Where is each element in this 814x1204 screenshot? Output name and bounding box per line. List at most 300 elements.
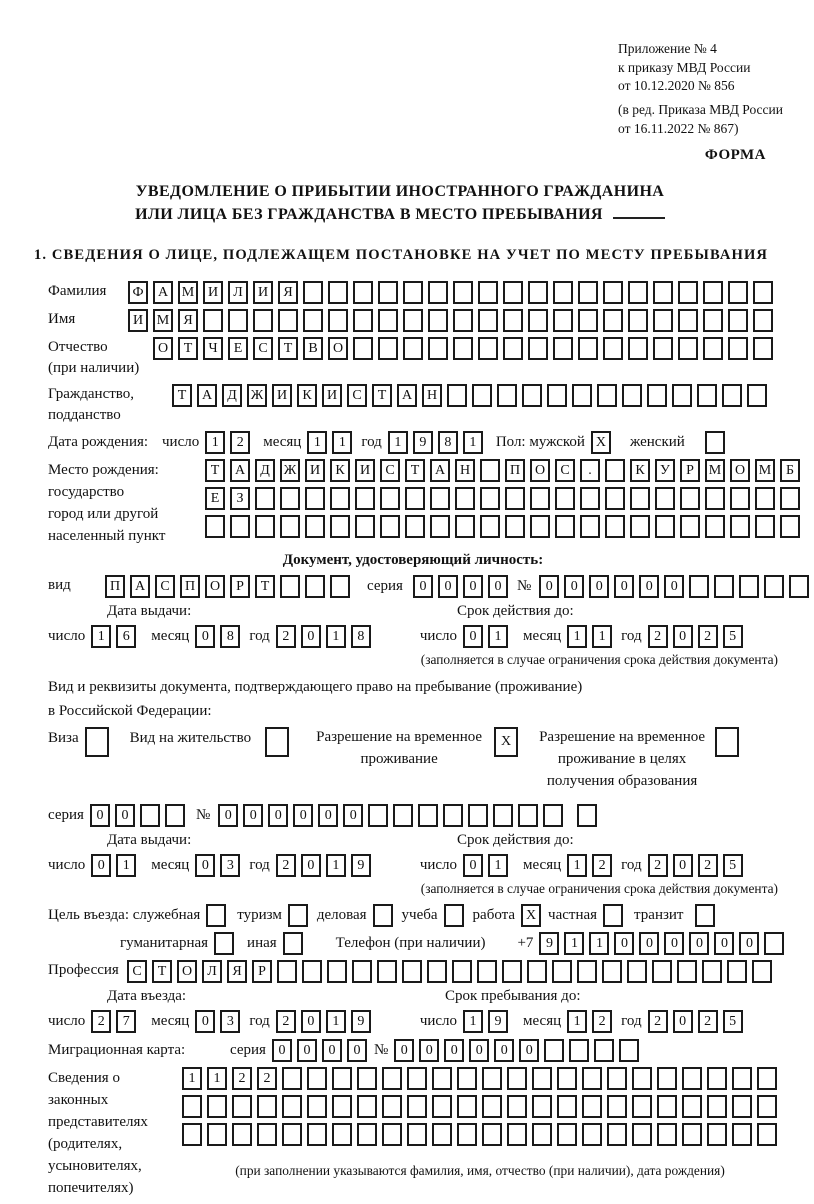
profession-cell[interactable]	[502, 960, 522, 983]
profession-cell[interactable]	[402, 960, 422, 983]
mig-series-cell[interactable]: 0	[297, 1039, 317, 1062]
doc-type-cell[interactable]: А	[130, 575, 150, 598]
birthplace-row2-cell[interactable]	[555, 487, 575, 510]
profession-cell[interactable]	[677, 960, 697, 983]
birthplace-row1-cell[interactable]: Н	[455, 459, 475, 482]
representatives-row1-cell[interactable]	[282, 1067, 302, 1090]
birthplace-row3-cell[interactable]	[755, 515, 775, 538]
profession-cell[interactable]: Р	[252, 960, 272, 983]
citizenship-cell[interactable]	[522, 384, 542, 407]
birthplace-row3-cell[interactable]	[555, 515, 575, 538]
birthplace-row3-cell[interactable]	[705, 515, 725, 538]
stay-year-cell[interactable]: 2	[698, 1010, 718, 1033]
representatives-row3-cell[interactable]	[407, 1123, 427, 1146]
representatives-row3-cell[interactable]	[232, 1123, 252, 1146]
birthplace-row2-cell[interactable]	[505, 487, 525, 510]
citizenship-cell[interactable]	[572, 384, 592, 407]
birthplace-row2-cell[interactable]	[305, 487, 325, 510]
doc-number-cell[interactable]: 0	[589, 575, 609, 598]
birthplace-row1-cell[interactable]: .	[580, 459, 600, 482]
profession-cell[interactable]	[602, 960, 622, 983]
stay-year-cell[interactable]: 0	[673, 1010, 693, 1033]
name-cell[interactable]	[353, 309, 373, 332]
temp-permit-edu-cell[interactable]	[715, 727, 739, 757]
birthplace-row2-cell[interactable]	[655, 487, 675, 510]
entry-year-cell[interactable]: 9	[351, 1010, 371, 1033]
patronymic-cell[interactable]	[478, 337, 498, 360]
stay-day-cell[interactable]: 9	[488, 1010, 508, 1033]
surname-cell[interactable]	[628, 281, 648, 304]
res-issue-day-cell[interactable]: 1	[116, 854, 136, 877]
birthplace-row3-cell[interactable]	[605, 515, 625, 538]
representatives-row3-cell[interactable]	[607, 1123, 627, 1146]
birthplace-row1-cell[interactable]: Т	[405, 459, 425, 482]
birthplace-row1-cell[interactable]: М	[755, 459, 775, 482]
mig-number-cell[interactable]	[569, 1039, 589, 1062]
profession-cell[interactable]	[652, 960, 672, 983]
purpose-work-cell[interactable]: X	[521, 904, 541, 927]
surname-cell[interactable]: Я	[278, 281, 298, 304]
stay-day-cell[interactable]: 1	[463, 1010, 483, 1033]
representatives-row3-cell[interactable]	[257, 1123, 277, 1146]
name-cell[interactable]	[728, 309, 748, 332]
birthplace-row3-cell[interactable]	[380, 515, 400, 538]
representatives-row3-cell[interactable]	[282, 1123, 302, 1146]
doc-issue-year-cell[interactable]: 0	[301, 625, 321, 648]
profession-cell[interactable]	[352, 960, 372, 983]
patronymic-cell[interactable]	[453, 337, 473, 360]
citizenship-cell[interactable]: Н	[422, 384, 442, 407]
res-number-cell[interactable]	[493, 804, 513, 827]
birthplace-row2-cell[interactable]	[280, 487, 300, 510]
representatives-row2-cell[interactable]	[632, 1095, 652, 1118]
profession-cell[interactable]	[727, 960, 747, 983]
res-number-cell[interactable]: 0	[218, 804, 238, 827]
representatives-row3-cell[interactable]	[632, 1123, 652, 1146]
doc-type-cell[interactable]: Т	[255, 575, 275, 598]
name-cell[interactable]	[703, 309, 723, 332]
doc-number-cell[interactable]	[739, 575, 759, 598]
patronymic-cell[interactable]	[753, 337, 773, 360]
representatives-row2-cell[interactable]	[732, 1095, 752, 1118]
surname-cell[interactable]	[503, 281, 523, 304]
mig-number-cell[interactable]	[619, 1039, 639, 1062]
patronymic-cell[interactable]	[653, 337, 673, 360]
profession-cell[interactable]	[327, 960, 347, 983]
birthplace-row2-cell[interactable]	[380, 487, 400, 510]
phone-cell[interactable]: 0	[639, 932, 659, 955]
representatives-row2-cell[interactable]	[457, 1095, 477, 1118]
name-cell[interactable]: И	[128, 309, 148, 332]
birthplace-row2-cell[interactable]	[680, 487, 700, 510]
birthplace-row2-cell[interactable]: Е	[205, 487, 225, 510]
birthplace-row1-cell[interactable]: М	[705, 459, 725, 482]
birthplace-row1-cell[interactable]: И	[305, 459, 325, 482]
surname-cell[interactable]: Л	[228, 281, 248, 304]
surname-cell[interactable]	[603, 281, 623, 304]
birthplace-row3-cell[interactable]	[355, 515, 375, 538]
patronymic-cell[interactable]	[353, 337, 373, 360]
name-cell[interactable]	[278, 309, 298, 332]
representatives-row3-cell[interactable]	[432, 1123, 452, 1146]
doc-issue-year-cell[interactable]: 1	[326, 625, 346, 648]
doc-valid-day-cell[interactable]: 1	[488, 625, 508, 648]
birthplace-row3-cell[interactable]	[630, 515, 650, 538]
representatives-row1-cell[interactable]	[382, 1067, 402, 1090]
surname-cell[interactable]: М	[178, 281, 198, 304]
res-number-cell[interactable]	[368, 804, 388, 827]
representatives-row1-cell[interactable]	[582, 1067, 602, 1090]
representatives-row3-cell[interactable]	[332, 1123, 352, 1146]
name-cell[interactable]	[403, 309, 423, 332]
name-cell[interactable]	[428, 309, 448, 332]
citizenship-cell[interactable]: И	[272, 384, 292, 407]
citizenship-cell[interactable]	[547, 384, 567, 407]
birthplace-row3-cell[interactable]	[505, 515, 525, 538]
representatives-row1-cell[interactable]	[532, 1067, 552, 1090]
representatives-row1-cell[interactable]	[607, 1067, 627, 1090]
patronymic-cell[interactable]	[578, 337, 598, 360]
birthplace-row2-cell[interactable]	[730, 487, 750, 510]
purpose-study-cell[interactable]	[444, 904, 464, 927]
doc-valid-month-cell[interactable]: 1	[567, 625, 587, 648]
birthplace-row3-cell[interactable]	[680, 515, 700, 538]
patronymic-cell[interactable]: О	[153, 337, 173, 360]
name-cell[interactable]	[503, 309, 523, 332]
birthplace-row3-cell[interactable]	[280, 515, 300, 538]
doc-valid-year-cell[interactable]: 2	[698, 625, 718, 648]
entry-year-cell[interactable]: 2	[276, 1010, 296, 1033]
birthplace-row2-cell[interactable]	[405, 487, 425, 510]
birthplace-row3-cell[interactable]	[730, 515, 750, 538]
profession-cell[interactable]	[477, 960, 497, 983]
purpose-transit-cell[interactable]	[695, 904, 715, 927]
representatives-row1-cell[interactable]: 2	[257, 1067, 277, 1090]
surname-cell[interactable]	[528, 281, 548, 304]
doc-type-cell[interactable]: П	[105, 575, 125, 598]
representatives-row2-cell[interactable]	[182, 1095, 202, 1118]
birthplace-row2-cell[interactable]	[780, 487, 800, 510]
doc-type-cell[interactable]: П	[180, 575, 200, 598]
doc-type-cell[interactable]: Р	[230, 575, 250, 598]
surname-cell[interactable]: А	[153, 281, 173, 304]
representatives-row1-cell[interactable]	[732, 1067, 752, 1090]
res-number-cell[interactable]	[543, 804, 563, 827]
phone-cell[interactable]: 1	[564, 932, 584, 955]
patronymic-cell[interactable]	[603, 337, 623, 360]
res-issue-year-cell[interactable]: 2	[276, 854, 296, 877]
citizenship-cell[interactable]	[697, 384, 717, 407]
patronymic-cell[interactable]: Т	[178, 337, 198, 360]
res-valid-day-cell[interactable]: 0	[463, 854, 483, 877]
res-issue-month-cell[interactable]: 3	[220, 854, 240, 877]
representatives-row2-cell[interactable]	[407, 1095, 427, 1118]
representatives-row2-cell[interactable]	[332, 1095, 352, 1118]
representatives-row3-cell[interactable]	[382, 1123, 402, 1146]
stay-year-cell[interactable]: 2	[648, 1010, 668, 1033]
profession-cell[interactable]: Я	[227, 960, 247, 983]
profession-cell[interactable]	[377, 960, 397, 983]
representatives-row1-cell[interactable]	[482, 1067, 502, 1090]
mig-number-cell[interactable]: 0	[419, 1039, 439, 1062]
representatives-row1-cell[interactable]	[432, 1067, 452, 1090]
mig-series-cell[interactable]: 0	[322, 1039, 342, 1062]
patronymic-cell[interactable]: Е	[228, 337, 248, 360]
birthplace-row2-cell[interactable]	[530, 487, 550, 510]
representatives-row1-cell[interactable]	[657, 1067, 677, 1090]
res-issue-day-cell[interactable]: 0	[91, 854, 111, 877]
representatives-row1-cell[interactable]	[557, 1067, 577, 1090]
surname-cell[interactable]	[553, 281, 573, 304]
doc-series-cell[interactable]: 0	[463, 575, 483, 598]
profession-cell[interactable]	[277, 960, 297, 983]
representatives-row2-cell[interactable]	[557, 1095, 577, 1118]
citizenship-cell[interactable]	[647, 384, 667, 407]
name-cell[interactable]	[653, 309, 673, 332]
surname-cell[interactable]	[653, 281, 673, 304]
surname-cell[interactable]	[703, 281, 723, 304]
phone-cell[interactable]: 0	[714, 932, 734, 955]
res-number-cell[interactable]	[468, 804, 488, 827]
surname-cell[interactable]	[753, 281, 773, 304]
phone-cell[interactable]	[764, 932, 784, 955]
patronymic-cell[interactable]	[703, 337, 723, 360]
profession-cell[interactable]: Т	[152, 960, 172, 983]
doc-valid-year-cell[interactable]: 5	[723, 625, 743, 648]
representatives-row1-cell[interactable]	[507, 1067, 527, 1090]
doc-type-cell[interactable]	[280, 575, 300, 598]
doc-valid-day-cell[interactable]: 0	[463, 625, 483, 648]
sex-male-cell[interactable]: X	[591, 431, 611, 454]
doc-type-cell[interactable]: О	[205, 575, 225, 598]
birthplace-row3-cell[interactable]	[405, 515, 425, 538]
birthplace-row1-cell[interactable]: П	[505, 459, 525, 482]
res-valid-month-cell[interactable]: 2	[592, 854, 612, 877]
patronymic-cell[interactable]	[503, 337, 523, 360]
doc-issue-year-cell[interactable]: 8	[351, 625, 371, 648]
res-number-cell[interactable]: 0	[243, 804, 263, 827]
doc-number-cell[interactable]: 0	[564, 575, 584, 598]
birthplace-row2-cell[interactable]	[755, 487, 775, 510]
doc-number-cell[interactable]	[764, 575, 784, 598]
mig-series-cell[interactable]: 0	[347, 1039, 367, 1062]
patronymic-cell[interactable]: Ч	[203, 337, 223, 360]
doc-type-cell[interactable]	[305, 575, 325, 598]
citizenship-cell[interactable]	[447, 384, 467, 407]
citizenship-cell[interactable]: А	[197, 384, 217, 407]
mig-number-cell[interactable]	[594, 1039, 614, 1062]
birth-day-cell[interactable]: 2	[230, 431, 250, 454]
representatives-row3-cell[interactable]	[307, 1123, 327, 1146]
surname-cell[interactable]	[328, 281, 348, 304]
patronymic-cell[interactable]	[728, 337, 748, 360]
representatives-row1-cell[interactable]: 1	[207, 1067, 227, 1090]
patronymic-cell[interactable]	[553, 337, 573, 360]
representatives-row2-cell[interactable]	[257, 1095, 277, 1118]
birthplace-row3-cell[interactable]	[530, 515, 550, 538]
representatives-row2-cell[interactable]	[582, 1095, 602, 1118]
representatives-row3-cell[interactable]	[532, 1123, 552, 1146]
surname-cell[interactable]	[378, 281, 398, 304]
res-issue-year-cell[interactable]: 0	[301, 854, 321, 877]
res-number-cell[interactable]	[577, 804, 597, 827]
citizenship-cell[interactable]	[497, 384, 517, 407]
phone-cell[interactable]: 0	[664, 932, 684, 955]
birthplace-row2-cell[interactable]	[255, 487, 275, 510]
mig-number-cell[interactable]	[544, 1039, 564, 1062]
birthplace-row3-cell[interactable]	[205, 515, 225, 538]
birthplace-row3-cell[interactable]	[580, 515, 600, 538]
entry-year-cell[interactable]: 1	[326, 1010, 346, 1033]
name-cell[interactable]	[578, 309, 598, 332]
citizenship-cell[interactable]: Д	[222, 384, 242, 407]
representatives-row2-cell[interactable]	[432, 1095, 452, 1118]
birthplace-row1-cell[interactable]: Р	[680, 459, 700, 482]
res-series-cell[interactable]	[140, 804, 160, 827]
representatives-row2-cell[interactable]	[507, 1095, 527, 1118]
birthplace-row1-cell[interactable]: О	[730, 459, 750, 482]
res-valid-month-cell[interactable]: 1	[567, 854, 587, 877]
patronymic-cell[interactable]: Т	[278, 337, 298, 360]
name-cell[interactable]	[203, 309, 223, 332]
representatives-row2-cell[interactable]	[282, 1095, 302, 1118]
birthplace-row1-cell[interactable]: А	[230, 459, 250, 482]
profession-cell[interactable]: С	[127, 960, 147, 983]
birthplace-row2-cell[interactable]	[330, 487, 350, 510]
res-series-cell[interactable]	[165, 804, 185, 827]
doc-number-cell[interactable]: 0	[664, 575, 684, 598]
doc-number-cell[interactable]: 0	[539, 575, 559, 598]
res-valid-day-cell[interactable]: 1	[488, 854, 508, 877]
surname-cell[interactable]: И	[203, 281, 223, 304]
doc-type-cell[interactable]	[330, 575, 350, 598]
birthplace-row3-cell[interactable]	[430, 515, 450, 538]
citizenship-cell[interactable]	[597, 384, 617, 407]
name-cell[interactable]	[678, 309, 698, 332]
mig-number-cell[interactable]: 0	[394, 1039, 414, 1062]
representatives-row2-cell[interactable]	[757, 1095, 777, 1118]
mig-number-cell[interactable]: 0	[469, 1039, 489, 1062]
doc-number-cell[interactable]: 0	[639, 575, 659, 598]
birthplace-row1-cell[interactable]: Т	[205, 459, 225, 482]
birthplace-row1-cell[interactable]: Б	[780, 459, 800, 482]
doc-number-cell[interactable]	[789, 575, 809, 598]
res-valid-year-cell[interactable]: 2	[698, 854, 718, 877]
name-cell[interactable]	[228, 309, 248, 332]
stay-year-cell[interactable]: 5	[723, 1010, 743, 1033]
doc-series-cell[interactable]: 0	[488, 575, 508, 598]
doc-number-cell[interactable]	[714, 575, 734, 598]
surname-cell[interactable]	[478, 281, 498, 304]
doc-valid-month-cell[interactable]: 1	[592, 625, 612, 648]
birthplace-row3-cell[interactable]	[455, 515, 475, 538]
doc-valid-year-cell[interactable]: 0	[673, 625, 693, 648]
doc-valid-year-cell[interactable]: 2	[648, 625, 668, 648]
birth-day-cell[interactable]: 1	[205, 431, 225, 454]
representatives-row2-cell[interactable]	[232, 1095, 252, 1118]
profession-cell[interactable]	[452, 960, 472, 983]
phone-cell[interactable]: 1	[589, 932, 609, 955]
representatives-row2-cell[interactable]	[657, 1095, 677, 1118]
profession-cell[interactable]: О	[177, 960, 197, 983]
surname-cell[interactable]	[303, 281, 323, 304]
citizenship-cell[interactable]: Ж	[247, 384, 267, 407]
citizenship-cell[interactable]: Т	[172, 384, 192, 407]
profession-cell[interactable]	[302, 960, 322, 983]
name-cell[interactable]	[553, 309, 573, 332]
birthplace-row1-cell[interactable]: У	[655, 459, 675, 482]
citizenship-cell[interactable]: С	[347, 384, 367, 407]
profession-cell[interactable]	[627, 960, 647, 983]
patronymic-cell[interactable]	[678, 337, 698, 360]
representatives-row2-cell[interactable]	[682, 1095, 702, 1118]
profession-cell[interactable]	[702, 960, 722, 983]
res-number-cell[interactable]	[443, 804, 463, 827]
name-cell[interactable]	[328, 309, 348, 332]
patronymic-cell[interactable]	[403, 337, 423, 360]
representatives-row3-cell[interactable]	[482, 1123, 502, 1146]
birthplace-row1-cell[interactable]: А	[430, 459, 450, 482]
name-cell[interactable]	[628, 309, 648, 332]
citizenship-cell[interactable]: И	[322, 384, 342, 407]
res-number-cell[interactable]: 0	[318, 804, 338, 827]
birthplace-row2-cell[interactable]	[355, 487, 375, 510]
patronymic-cell[interactable]	[628, 337, 648, 360]
entry-month-cell[interactable]: 0	[195, 1010, 215, 1033]
profession-cell[interactable]	[427, 960, 447, 983]
name-cell[interactable]	[253, 309, 273, 332]
surname-cell[interactable]	[578, 281, 598, 304]
citizenship-cell[interactable]: К	[297, 384, 317, 407]
birthplace-row3-cell[interactable]	[230, 515, 250, 538]
res-number-cell[interactable]: 0	[343, 804, 363, 827]
patronymic-cell[interactable]: В	[303, 337, 323, 360]
name-cell[interactable]: Я	[178, 309, 198, 332]
patronymic-cell[interactable]: О	[328, 337, 348, 360]
birthplace-row2-cell[interactable]	[480, 487, 500, 510]
phone-cell[interactable]: 0	[739, 932, 759, 955]
representatives-row2-cell[interactable]	[357, 1095, 377, 1118]
name-cell[interactable]	[478, 309, 498, 332]
doc-issue-month-cell[interactable]: 8	[220, 625, 240, 648]
birth-year-cell[interactable]: 1	[463, 431, 483, 454]
res-valid-year-cell[interactable]: 5	[723, 854, 743, 877]
representatives-row1-cell[interactable]: 2	[232, 1067, 252, 1090]
representatives-row2-cell[interactable]	[307, 1095, 327, 1118]
representatives-row1-cell[interactable]	[707, 1067, 727, 1090]
purpose-business-cell[interactable]	[373, 904, 393, 927]
representatives-row1-cell[interactable]	[757, 1067, 777, 1090]
res-number-cell[interactable]	[393, 804, 413, 827]
sex-female-cell[interactable]	[705, 431, 725, 454]
surname-cell[interactable]	[678, 281, 698, 304]
birthplace-row1-cell[interactable]: Ж	[280, 459, 300, 482]
doc-issue-day-cell[interactable]: 6	[116, 625, 136, 648]
representatives-row1-cell[interactable]	[357, 1067, 377, 1090]
doc-issue-day-cell[interactable]: 1	[91, 625, 111, 648]
visa-cell[interactable]	[85, 727, 109, 757]
citizenship-cell[interactable]	[747, 384, 767, 407]
citizenship-cell[interactable]	[672, 384, 692, 407]
patronymic-cell[interactable]: С	[253, 337, 273, 360]
representatives-row3-cell[interactable]	[757, 1123, 777, 1146]
surname-cell[interactable]	[403, 281, 423, 304]
birthplace-row1-cell[interactable]: И	[355, 459, 375, 482]
name-cell[interactable]	[753, 309, 773, 332]
purpose-tourism-cell[interactable]	[288, 904, 308, 927]
representatives-row3-cell[interactable]	[457, 1123, 477, 1146]
stay-month-cell[interactable]: 1	[567, 1010, 587, 1033]
